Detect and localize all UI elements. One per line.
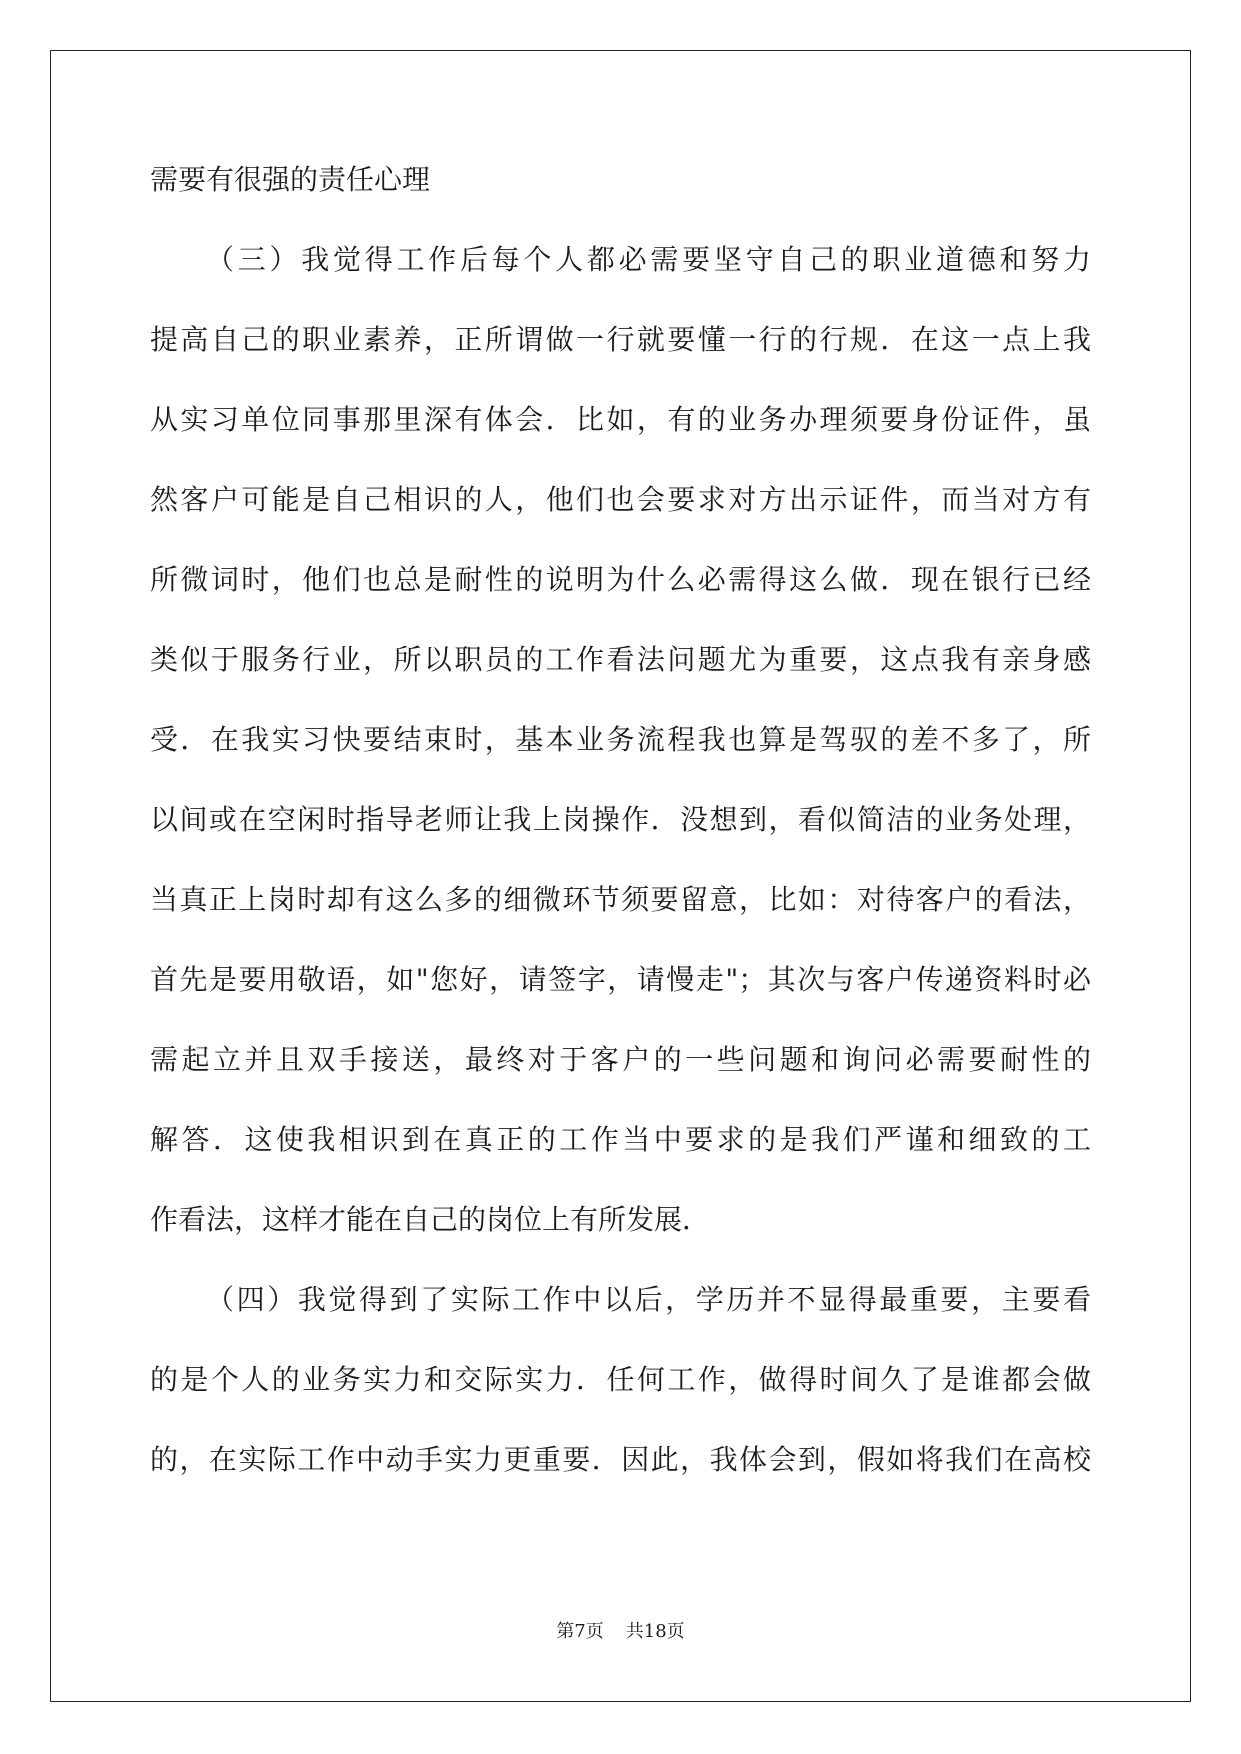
page-footer bbox=[0, 1617, 1241, 1643]
document-body bbox=[150, 160, 1091, 1520]
text-line: 的是个人的业务实力和交际实力．任何工作，做得时间久了是谁都会做 bbox=[150, 1363, 1091, 1396]
text-line: 类似于服务行业，所以职员的工作看法问题尤为重要，这点我有亲身感 bbox=[150, 643, 1091, 676]
text-line: 以间或在空闲时指导老师让我上岗操作．没想到，看似简洁的业务处理， bbox=[150, 803, 1091, 836]
paragraph-four-start: （四）我觉得到了实际工作中以后，学历并不显得最重要，主要看 bbox=[206, 1283, 1091, 1316]
text-line: 需起立并且双手接送，最终对于客户的一些问题和询问必需要耐性的 bbox=[150, 1043, 1091, 1076]
text-line: 然客户可能是自己相识的人，他们也会要求对方出示证件，而当对方有 bbox=[150, 483, 1091, 516]
text-line: 从实习单位同事那里深有体会．比如，有的业务办理须要身份证件，虽 bbox=[150, 403, 1091, 436]
text-line: 当真正上岗时却有这么多的细微环节须要留意，比如：对待客户的看法， bbox=[150, 883, 1091, 916]
text-line: 的，在实际工作中动手实力更重要．因此，我体会到，假如将我们在高校 bbox=[150, 1443, 1091, 1476]
text-line: 所微词时，他们也总是耐性的说明为什么必需得这么做．现在银行已经 bbox=[150, 563, 1091, 596]
text-line: 解答．这使我相识到在真正的工作当中要求的是我们严谨和细致的工 bbox=[150, 1123, 1091, 1156]
page-total: 共18页 bbox=[625, 1621, 685, 1642]
text-line: 作看法，这样才能在自己的岗位上有所发展． bbox=[150, 1203, 711, 1236]
page-number: 第7页 bbox=[556, 1621, 604, 1642]
text-line: 提高自己的职业素养，正所谓做一行就要懂一行的行规．在这一点上我 bbox=[150, 323, 1091, 356]
text-line: 需要有很强的责任心理 bbox=[150, 163, 431, 196]
text-line: 首先是要用敬语，如"您好，请签字，请慢走"；其次与客户传递资料时必 bbox=[150, 963, 1091, 996]
paragraph-three-start: （三）我觉得工作后每个人都必需要坚守自己的职业道德和努力 bbox=[206, 243, 1091, 276]
text-line: 受．在我实习快要结束时，基本业务流程我也算是驾驭的差不多了，所 bbox=[150, 723, 1091, 756]
